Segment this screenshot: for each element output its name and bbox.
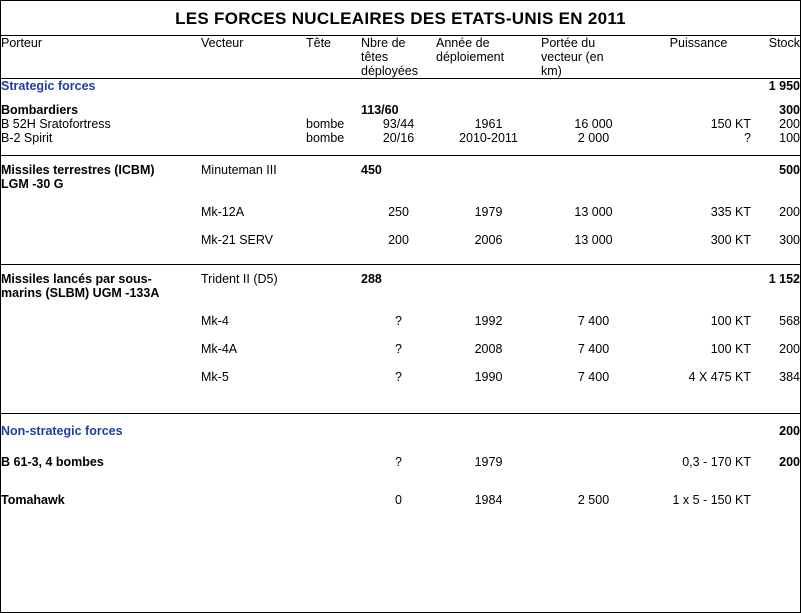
page-title: LES FORCES NUCLEAIRES DES ETATS-UNIS EN 2011 [175,9,626,28]
spacer [1,414,800,424]
group-label-line2: marins (SLBM) UGM -133A [1,286,160,300]
row-portee: 2 000 [577,131,610,145]
row-porteur [1,335,201,363]
row-puissance: 1 x 5 - 150 KT [672,493,751,507]
row-puissance: 335 KT [710,205,751,219]
row-nbre: ? [395,314,402,328]
row-porteur [1,363,201,391]
row-nbre: 0 [395,493,402,507]
row-annee: 1992 [474,314,503,328]
row-portee: 16 000 [574,117,613,131]
nuclear-forces-table [1,35,800,514]
row-nbre: 93/44 [382,117,415,131]
column-header-portee-line1: Portée du [541,36,596,50]
table-row [1,131,800,145]
group-label-tomahawk: Tomahawk [1,493,65,507]
column-header-portee [541,36,646,79]
row-annee: 2008 [474,342,503,356]
row-porteur [1,307,201,335]
row-puissance: 150 KT [710,117,751,131]
column-header-annee [436,36,541,79]
group-stock-missiles-terrestres-icbm: 500 [779,163,800,177]
spacer [1,476,800,486]
group-row-bombardiers [1,103,800,117]
group-vecteur-missiles-slbm: Trident II (D5) [201,272,278,286]
group-stock-bombardiers: 300 [779,103,800,117]
row-tete [306,307,361,335]
column-header-nbre [361,36,436,79]
column-header-portee-line3: km) [541,64,562,78]
row-tete: bombe [306,131,345,145]
row-stock: 384 [779,370,800,384]
row-stock: 200 [779,117,800,131]
row-annee: 2010-2011 [459,131,518,145]
column-header-annee-line1: Année de [436,36,490,50]
row-porteur: B 52H Sratofortress [1,117,111,131]
column-header-nbre-line3: déployées [361,64,418,78]
group-nbre-missiles-terrestres-icbm: 450 [361,163,382,177]
column-header-annee-line2: déploiement [436,50,505,64]
row-stock: 100 [779,131,800,145]
row-portee: 2 500 [577,493,610,507]
column-header-porteur: Porteur [1,36,42,50]
row-annee: 1984 [474,493,503,507]
row-nbre: 250 [388,205,409,219]
group-vecteur-bombardiers [201,103,306,117]
row-portee: 7 400 [577,370,610,384]
group-nbre-missiles-slbm: 288 [361,272,382,286]
row-vecteur [201,131,306,145]
column-header-nbre-line1: Nbre de [361,36,406,50]
column-header-nbre-line2: têtes [361,50,389,64]
row-portee [541,448,646,476]
group-row-missiles-slbm [1,265,800,307]
row-vecteur: Mk-5 [201,370,229,384]
spacer [1,438,800,448]
group-label-bombes-b61: B 61-3, 4 bombes [1,455,104,469]
group-label-missiles-slbm [1,265,201,307]
table-row [1,198,800,226]
row-puissance: ? [744,131,751,145]
row-puissance: 0,3 - 170 KT [682,455,751,469]
row-porteur: B-2 Spirit [1,131,53,145]
row-vecteur: Mk-4 [201,314,229,328]
table-row [1,117,800,131]
spacer [1,254,800,265]
column-header-stock: Stock [768,36,800,50]
row-tete [306,448,361,476]
spacer [1,145,800,156]
row-portee: 13 000 [574,233,613,247]
group-vecteur-missiles-terrestres-icbm: Minuteman III [201,163,277,177]
column-header-tete: Tête [306,36,332,50]
row-tete [306,486,361,514]
table-header-row [1,36,800,79]
row-vecteur [201,486,306,514]
row-nbre: 20/16 [382,131,415,145]
row-tete [306,335,361,363]
row-tete: bombe [306,117,345,131]
row-vecteur: Mk-21 SERV [201,233,274,247]
spacer [1,93,800,103]
row-annee: 1979 [474,455,503,469]
group-label-missiles-terrestres-icbm [1,156,201,198]
group-row-tomahawk [1,486,800,514]
section-stock-strategic-forces: 1 950 [768,79,800,93]
group-label-line1: Missiles lancés par sous- [1,272,152,286]
column-header-puissance: Puissance [669,36,728,50]
row-puissance: 4 X 475 KT [688,370,751,384]
spacer [1,391,800,414]
row-stock: 200 [779,205,800,219]
table-row [1,307,800,335]
row-stock: 200 [779,455,800,469]
group-label-line2: LGM -30 G [1,177,64,191]
row-stock [751,486,800,514]
group-label-bombardiers: Bombardiers [1,103,79,117]
row-puissance: 100 KT [710,314,751,328]
row-porteur [1,226,201,254]
group-row-bombes-b61 [1,448,800,476]
row-vecteur: Mk-12A [201,205,245,219]
row-nbre: ? [395,342,402,356]
row-stock: 200 [779,342,800,356]
row-puissance: 300 KT [710,233,751,247]
row-nbre: 200 [388,233,409,247]
row-nbre: ? [395,455,402,469]
group-nbre-bombardiers: 113/60 [361,103,399,117]
column-header-portee-line2: vecteur (en [541,50,604,64]
row-portee: 7 400 [577,314,610,328]
row-portee: 13 000 [574,205,613,219]
row-annee: 1990 [474,370,503,384]
group-stock-missiles-slbm: 1 152 [768,272,800,286]
row-stock: 568 [779,314,800,328]
section-label-non-strategic-forces: Non-strategic forces [1,424,123,438]
table-row [1,335,800,363]
row-nbre: ? [395,370,402,384]
row-vecteur [201,117,306,131]
row-stock: 300 [779,233,800,247]
row-vecteur [201,448,306,476]
section-label-strategic-forces: Strategic forces [1,79,96,93]
column-header-vecteur: Vecteur [201,36,244,50]
group-row-missiles-terrestres-icbm [1,156,800,198]
section-row-strategic-forces [1,79,800,93]
row-annee: 1979 [474,205,503,219]
row-tete [306,198,361,226]
row-tete [306,363,361,391]
table-row [1,363,800,391]
row-puissance: 100 KT [710,342,751,356]
row-annee: 1961 [474,117,503,131]
row-annee: 2006 [474,233,503,247]
section-stock-non-strategic-forces: 200 [779,424,800,438]
table-row [1,226,800,254]
row-tete [306,226,361,254]
row-porteur [1,198,201,226]
row-vecteur: Mk-4A [201,342,238,356]
row-portee: 7 400 [577,342,610,356]
group-label-line1: Missiles terrestres (ICBM) [1,163,155,177]
section-row-non-strategic-forces [1,424,800,438]
